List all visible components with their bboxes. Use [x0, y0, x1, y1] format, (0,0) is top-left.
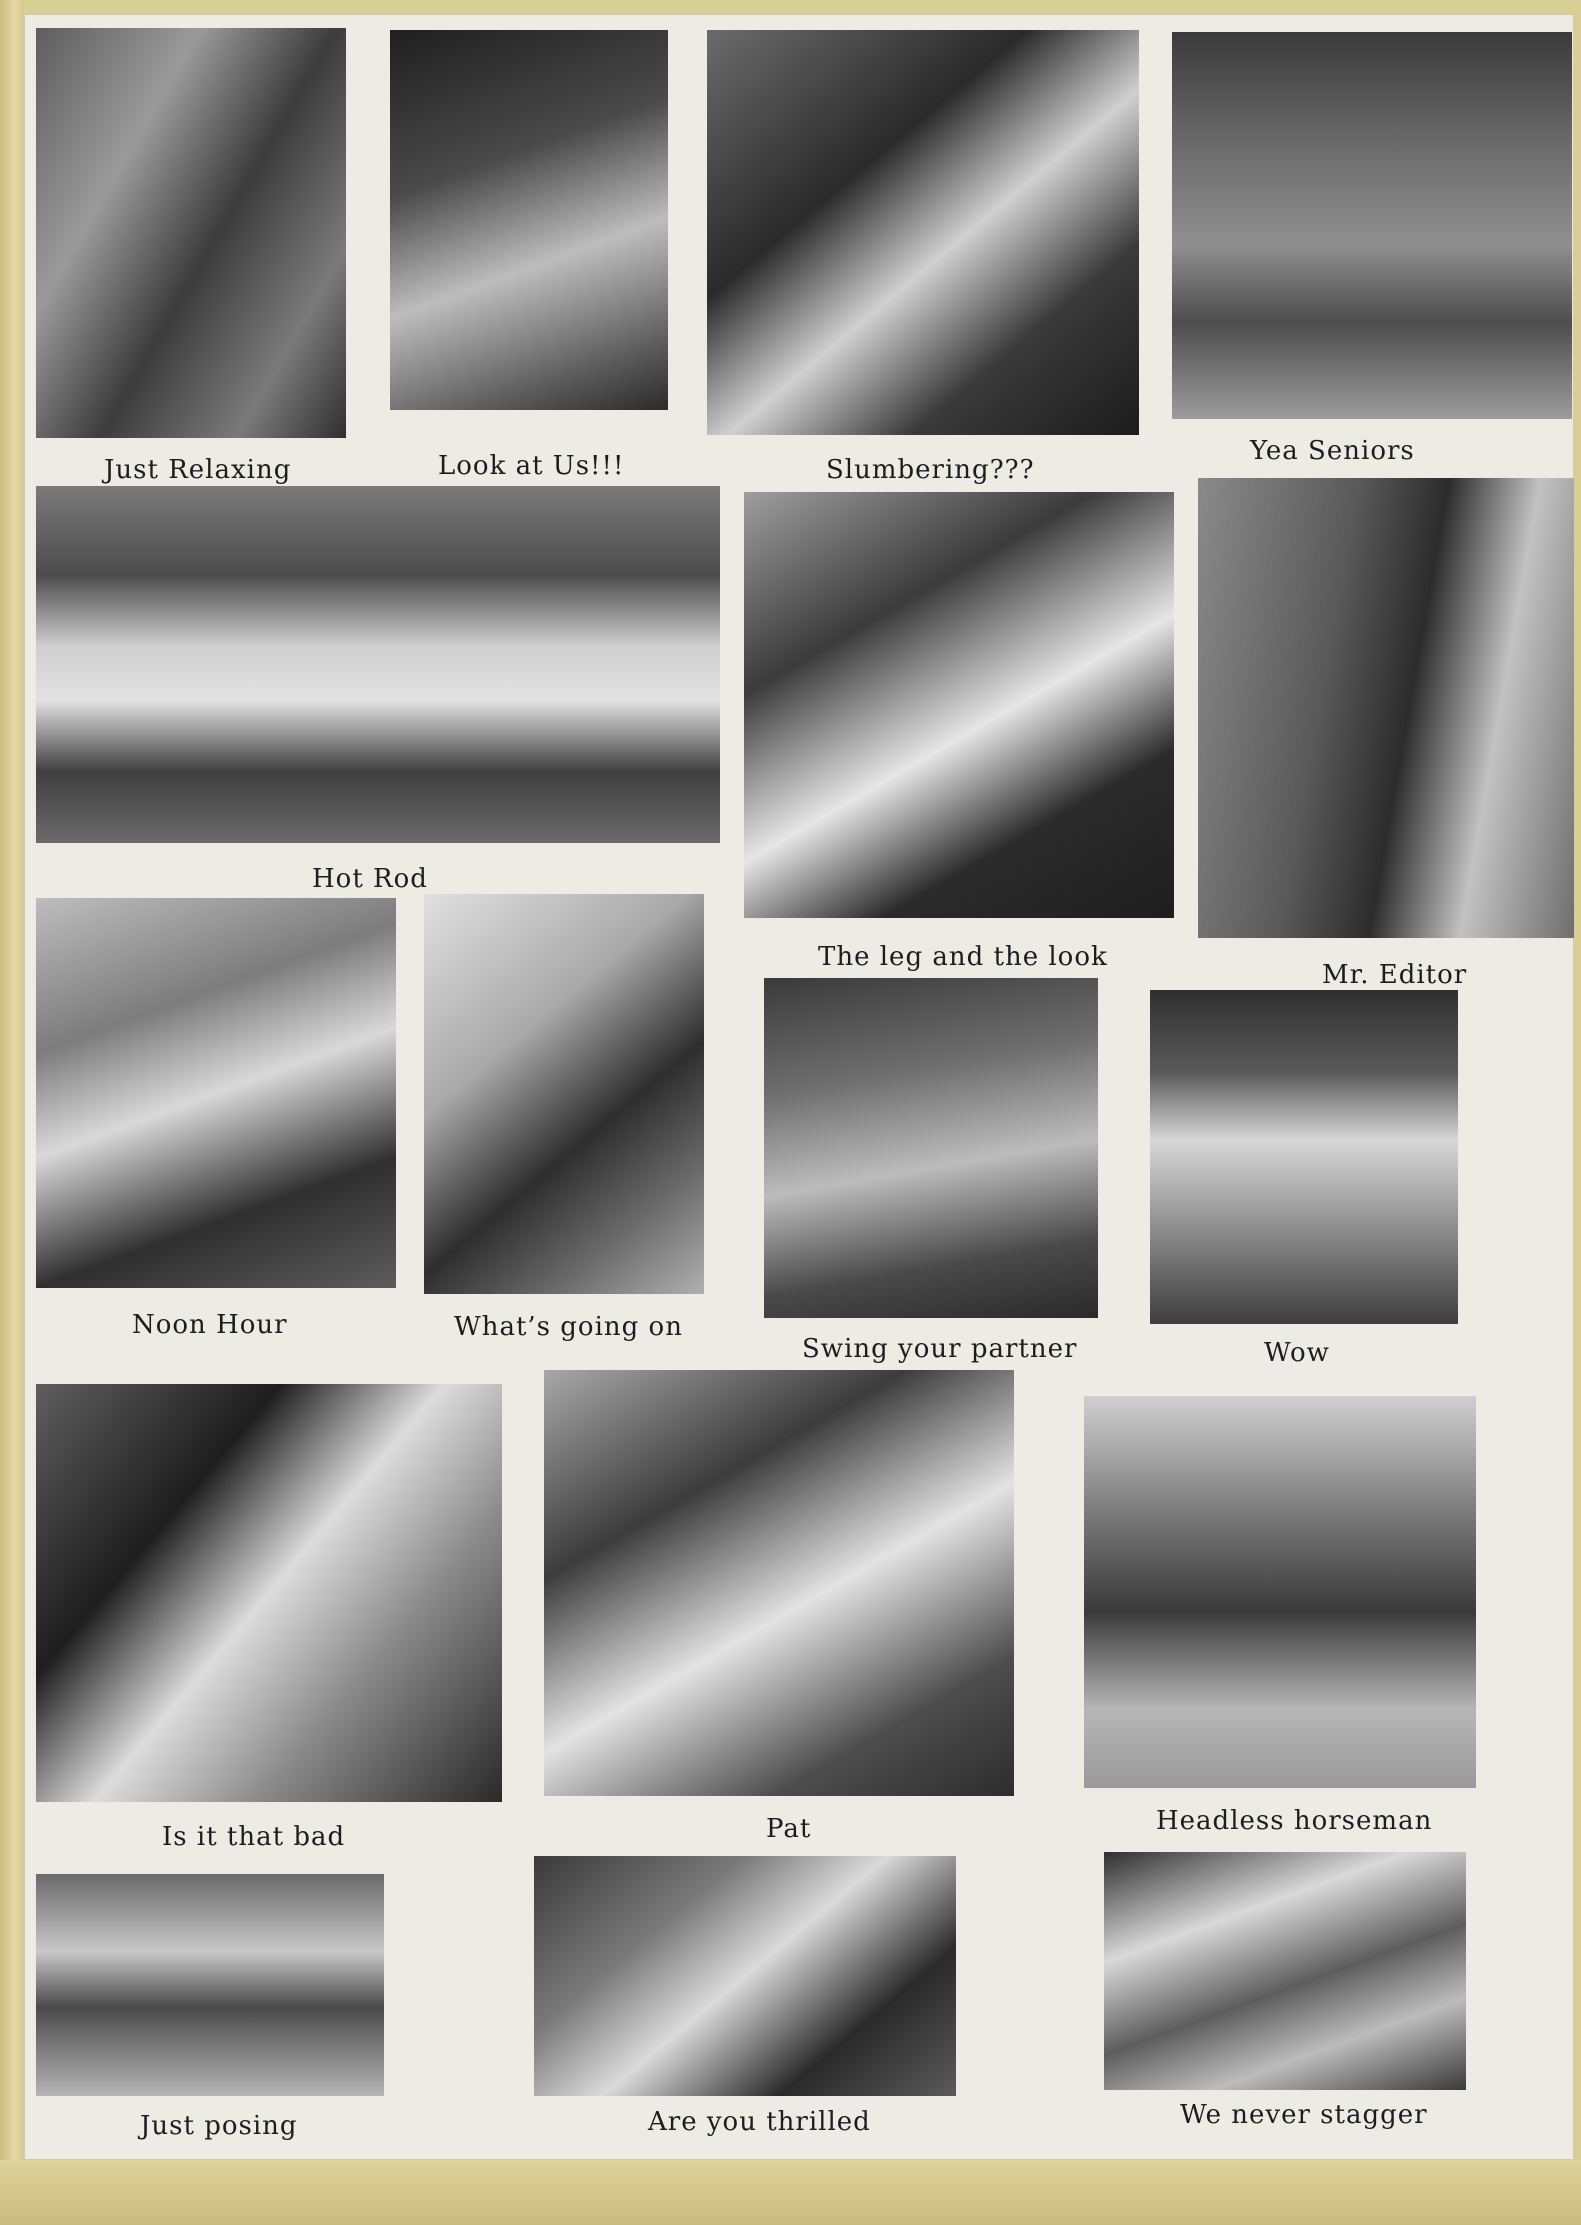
photo-just-posing — [36, 1874, 384, 2096]
cover-edge — [0, 2160, 1581, 2225]
caption-just-relaxing: Just Relaxing — [104, 455, 292, 485]
caption-leg-and-look: The leg and the look — [818, 942, 1108, 972]
binding-spine — [0, 0, 24, 2225]
photo-slumbering — [707, 30, 1139, 435]
caption-wow: Wow — [1264, 1338, 1330, 1368]
photo-headless-horseman — [1084, 1396, 1476, 1788]
photo-leg-and-look — [744, 492, 1174, 918]
caption-yea-seniors: Yea Seniors — [1250, 436, 1415, 466]
photo-we-never-stagger — [1104, 1852, 1466, 2090]
caption-pat: Pat — [766, 1814, 812, 1844]
caption-are-you-thrilled: Are you thrilled — [648, 2107, 871, 2137]
caption-we-never-stagger: We never stagger — [1180, 2100, 1428, 2130]
caption-hot-rod: Hot Rod — [312, 864, 428, 894]
photo-mr-editor — [1198, 478, 1574, 938]
photo-yea-seniors — [1172, 32, 1572, 419]
caption-is-it-that-bad: Is it that bad — [162, 1822, 346, 1852]
photo-look-at-us — [390, 30, 668, 410]
photo-is-it-that-bad — [36, 1384, 502, 1802]
caption-mr-editor: Mr. Editor — [1322, 960, 1468, 990]
photo-swing-your-partner — [764, 978, 1098, 1318]
photo-just-relaxing — [36, 28, 346, 438]
photo-pat — [544, 1370, 1014, 1796]
photo-whats-going-on — [424, 894, 704, 1294]
caption-slumbering: Slumbering??? — [826, 455, 1035, 485]
caption-look-at-us: Look at Us!!! — [438, 451, 625, 481]
caption-headless-horseman: Headless horseman — [1156, 1806, 1433, 1836]
photo-hot-rod — [36, 486, 720, 843]
caption-whats-going-on: What’s going on — [454, 1312, 683, 1342]
photo-noon-hour — [36, 898, 396, 1288]
caption-noon-hour: Noon Hour — [132, 1310, 288, 1340]
photo-are-you-thrilled — [534, 1856, 956, 2096]
caption-swing-your-partner: Swing your partner — [802, 1334, 1078, 1364]
caption-just-posing: Just posing — [140, 2111, 298, 2141]
photo-wow — [1150, 990, 1458, 1324]
